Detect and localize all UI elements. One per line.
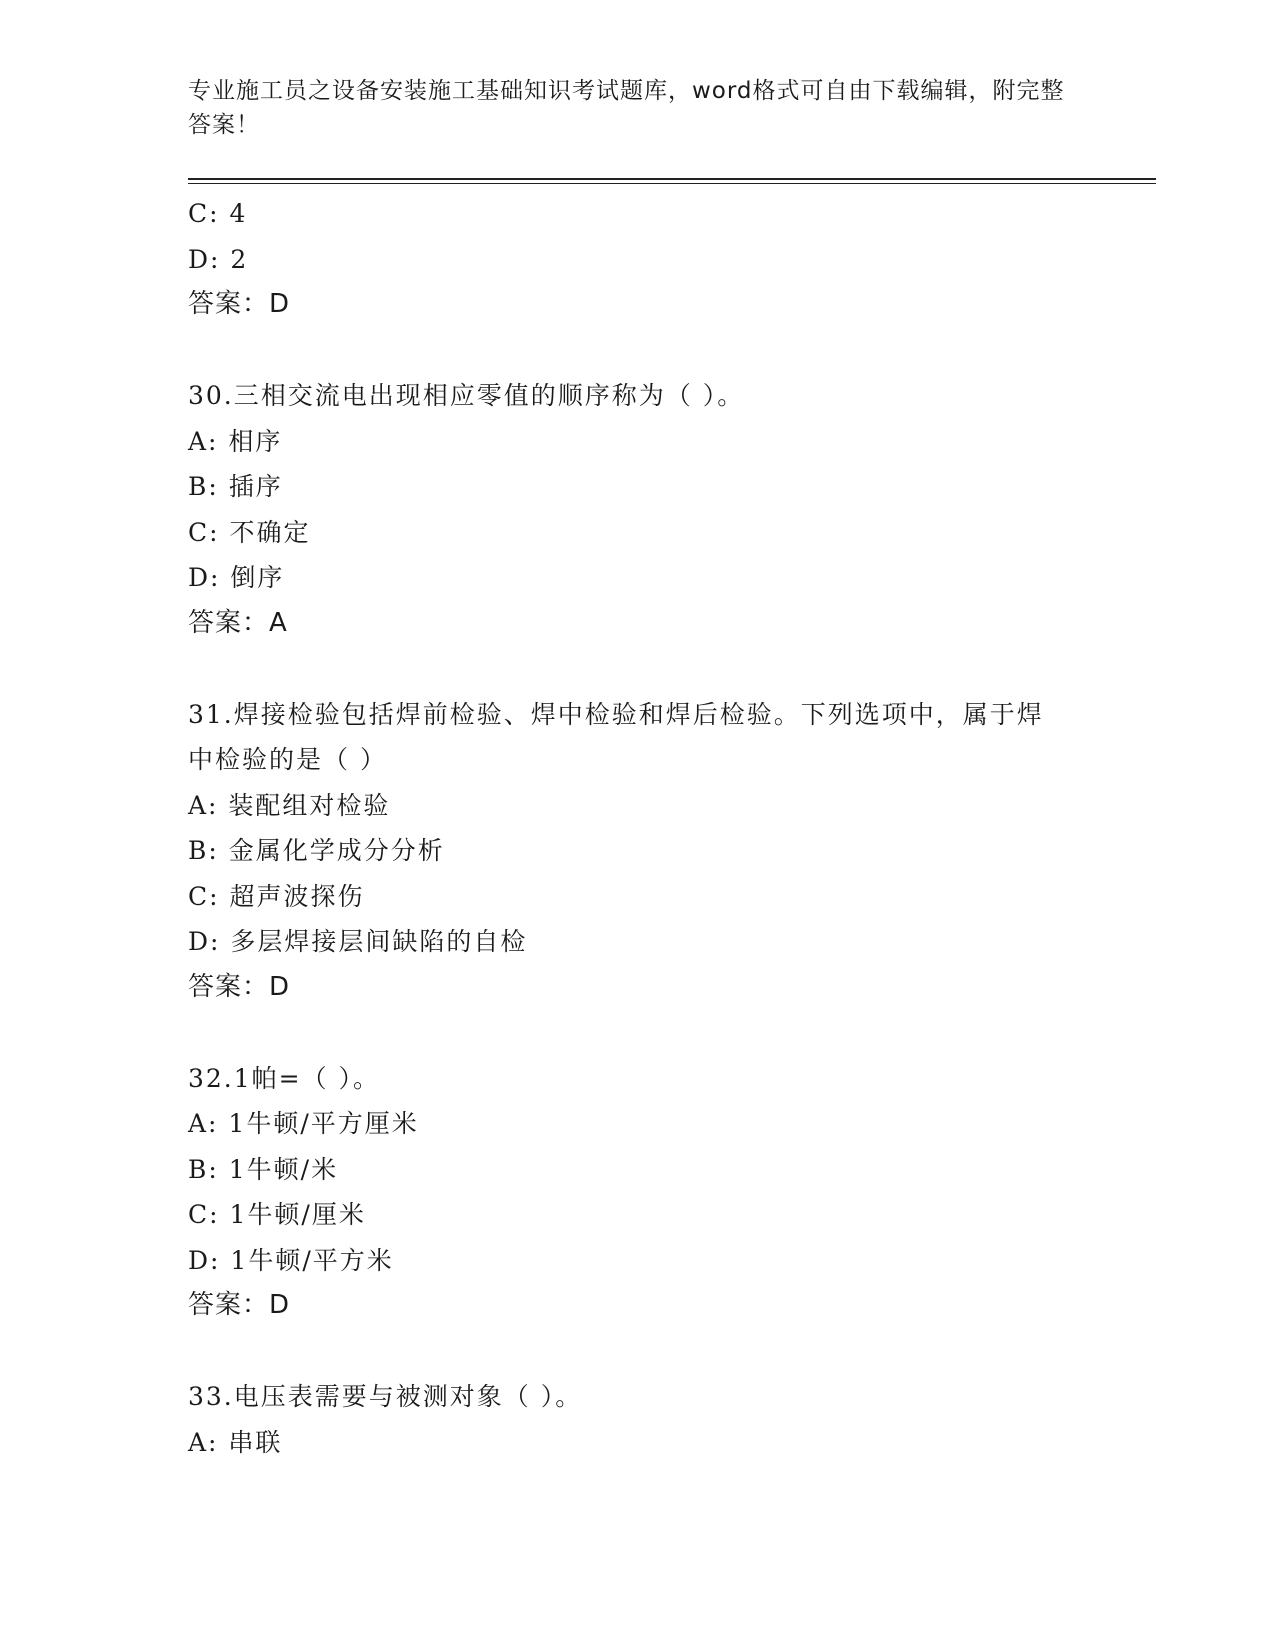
option-c: C: 4 [188,199,248,228]
option-a: A: 相序 [188,426,283,456]
question-stem: 32.1帕=（ ）。 [188,1063,381,1093]
option-d: D: 1牛顿/平方米 [188,1245,394,1275]
option-a: A: 装配组对检验 [188,790,391,820]
document-header [188,74,1068,142]
option-b: B: 金属化学成分分析 [188,836,445,865]
option-d: D: 多层焊接层间缺陷的自检 [188,927,528,956]
answer: 答案：A [188,607,288,638]
option-d: D: 2 [188,244,249,274]
option-c: C: 1牛顿/厘米 [188,1200,366,1229]
answer: 答案：D [188,971,291,1002]
header-title: 专业施工员之设备安装施工基础知识考试题库，word格式可自由下载编辑，附完整答案！ [188,78,1065,138]
question-32 [188,1056,1088,1329]
option-d: D: 倒序 [188,563,285,592]
header-divider [188,178,1156,180]
carryover-block [188,191,1088,328]
option-c: C: 不确定 [188,517,311,547]
question-33 [188,1374,1088,1465]
question-list [188,191,1088,1465]
question-stem: 30.三相交流电出现相应零值的顺序称为（ ）。 [188,381,745,410]
answer: 答案：D [188,289,291,319]
question-stem: 33.电压表需要与被测对象（ ）。 [188,1382,583,1411]
answer: 答案：D [188,1290,291,1320]
option-a: A: 1牛顿/平方厘米 [188,1109,419,1138]
option-c: C: 超声波探伤 [188,881,365,911]
option-b: B: 1牛顿/米 [188,1154,339,1184]
question-stem: 31.焊接检验包括焊前检验、焊中检验和焊后检验。下列选项中，属于焊中检验的是（ ） [188,699,1044,774]
option-b: B: 插序 [188,472,283,501]
question-31 [188,692,1088,1011]
question-30 [188,373,1088,646]
option-a: A: 串联 [188,1427,283,1457]
header-divider-thin [188,183,1156,184]
